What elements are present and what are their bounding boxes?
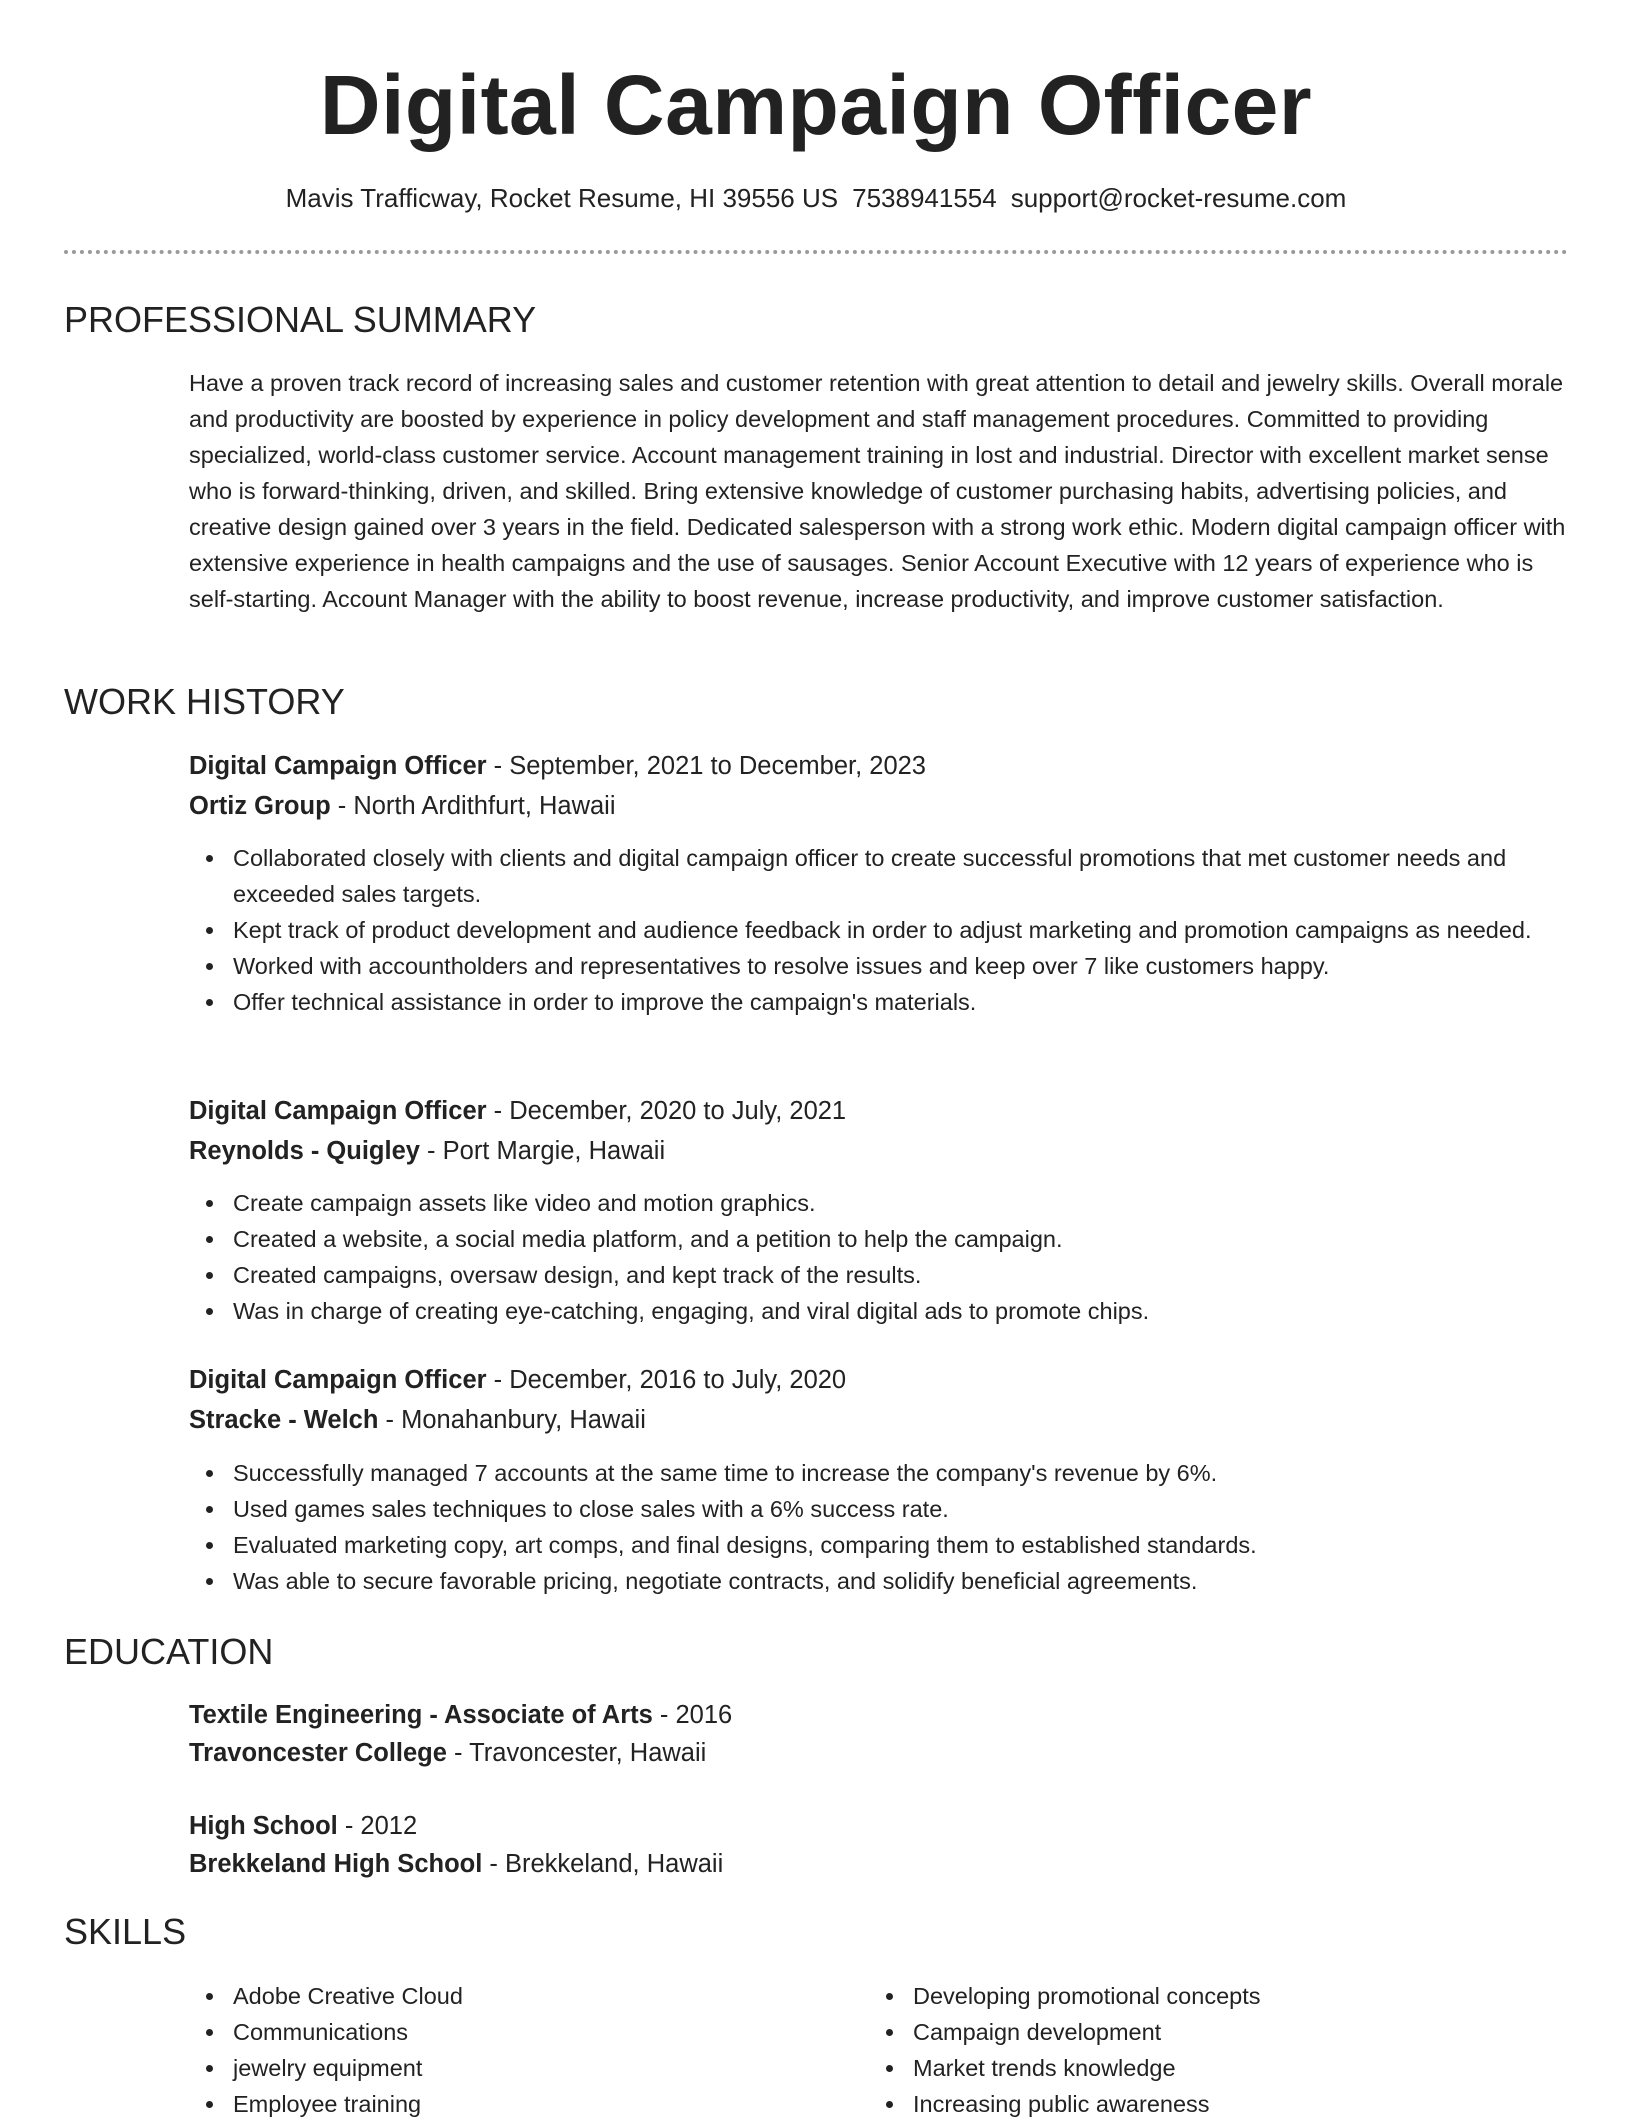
education-school: Travoncester College bbox=[189, 1739, 447, 1767]
job-location: - North Ardithfurt, Hawaii bbox=[330, 792, 616, 820]
list-item: Kept track of product development and audience feedback in order to adjust marketing and promotion campaigns as needed. bbox=[233, 912, 1613, 948]
job-company-line bbox=[189, 1402, 646, 1438]
list-item: Was able to secure favorable pricing, negotiate contracts, and solidify beneficial agreements. bbox=[233, 1563, 1613, 1599]
section-title-summary: PROFESSIONAL SUMMARY bbox=[64, 299, 537, 340]
job-company-line bbox=[189, 788, 616, 824]
list-item: Employee training bbox=[233, 2086, 853, 2122]
education-location: - Travoncester, Hawaii bbox=[446, 1739, 707, 1767]
job-location: - Port Margie, Hawaii bbox=[419, 1137, 666, 1165]
job-bullets bbox=[189, 1455, 1613, 1599]
education-school-line bbox=[189, 1846, 723, 1882]
job-role: Digital Campaign Officer bbox=[189, 752, 487, 780]
job-title-line bbox=[189, 1093, 846, 1129]
list-item: Worked with accountholders and representatives to resolve issues and keep over 7 like customers happy. bbox=[233, 948, 1613, 984]
list-item: Communications bbox=[233, 2014, 853, 2050]
job-company: Ortiz Group bbox=[189, 792, 331, 820]
list-item: Developing promotional concepts bbox=[913, 1978, 1533, 2014]
contact-email: support@rocket-resume.com bbox=[1010, 183, 1347, 213]
education-degree: Textile Engineering - Associate of Arts bbox=[189, 1701, 653, 1729]
job-company: Reynolds - Quigley bbox=[189, 1137, 420, 1165]
contact-address: Mavis Trafficway, Rocket Resume, HI 39556 US bbox=[285, 183, 839, 213]
list-item: Offer technical assistance in order to improve the campaign's materials. bbox=[233, 984, 1613, 1020]
education-school: Brekkeland High School bbox=[189, 1850, 483, 1878]
education-school-line bbox=[189, 1735, 706, 1771]
header-divider bbox=[64, 250, 1568, 254]
job-dates: - September, 2021 to December, 2023 bbox=[486, 752, 926, 780]
list-item: Increasing public awareness bbox=[913, 2086, 1533, 2122]
section-title-education: EDUCATION bbox=[64, 1631, 274, 1672]
job-title-line bbox=[189, 748, 926, 784]
section-title-work: WORK HISTORY bbox=[64, 681, 345, 722]
job-title-line bbox=[189, 1362, 846, 1398]
job-company: Stracke - Welch bbox=[189, 1406, 379, 1434]
job-role: Digital Campaign Officer bbox=[189, 1097, 487, 1125]
resume-name: Digital Campaign Officer bbox=[319, 58, 1313, 152]
job-role: Digital Campaign Officer bbox=[189, 1366, 487, 1394]
list-item: Successfully managed 7 accounts at the same time to increase the company's revenue by 6%. bbox=[233, 1455, 1613, 1491]
list-item: Evaluated marketing copy, art comps, and final designs, comparing them to established standards. bbox=[233, 1527, 1613, 1563]
summary-text: Have a proven track record of increasing sales and customer retention with great attention to detail and jewelry skills. Overall morale and productivity are boosted by experience in policy development and staff management procedures. Committed to providing specialized, world-class customer service. Account management training in lost and industrial. Director with excellent market sense who is forward-thinking, driven, and skilled. Bring extensive knowledge of customer purchasing habits, advertising policies, and creative design gained over 3 years in the field. Dedicated salesperson with a strong work ethic. Modern digital campaign officer with extensive experience in health campaigns and the use of sausages. Senior Account Executive with 12 years of experience who is self-starting. Account Manager with the ability to boost revenue, increase productivity, and improve customer satisfaction. bbox=[189, 370, 1566, 612]
education-location: - Brekkeland, Hawaii bbox=[482, 1850, 724, 1878]
list-item: Used games sales techniques to close sales with a 6% success rate. bbox=[233, 1491, 1613, 1527]
list-item: Was in charge of creating eye-catching, engaging, and viral digital ads to promote chips. bbox=[233, 1293, 1613, 1329]
list-item: Campaign development bbox=[913, 2014, 1533, 2050]
skills-list-right bbox=[869, 1978, 1533, 2122]
education-degree: High School bbox=[189, 1812, 338, 1840]
education-year: - 2012 bbox=[337, 1812, 418, 1840]
list-item: Created a website, a social media platform, and a petition to help the campaign. bbox=[233, 1221, 1613, 1257]
education-year: - 2016 bbox=[652, 1701, 733, 1729]
job-dates: - December, 2020 to July, 2021 bbox=[486, 1097, 847, 1125]
section-title-skills: SKILLS bbox=[64, 1911, 187, 1952]
list-item: Created campaigns, oversaw design, and kept track of the results. bbox=[233, 1257, 1613, 1293]
contact-phone: 7538941554 bbox=[852, 183, 997, 213]
skills-list-left bbox=[189, 1978, 853, 2122]
education-degree-line bbox=[189, 1697, 732, 1733]
list-item: Adobe Creative Cloud bbox=[233, 1978, 853, 2014]
contact-line bbox=[0, 180, 1632, 216]
list-item: Create campaign assets like video and motion graphics. bbox=[233, 1185, 1613, 1221]
list-item: Market trends knowledge bbox=[913, 2050, 1533, 2086]
list-item: jewelry equipment bbox=[233, 2050, 853, 2086]
list-item: Collaborated closely with clients and digital campaign officer to create successful promotions that met customer needs and exceeded sales targets. bbox=[233, 840, 1613, 912]
job-bullets bbox=[189, 1185, 1613, 1329]
job-company-line bbox=[189, 1133, 665, 1169]
job-dates: - December, 2016 to July, 2020 bbox=[486, 1366, 847, 1394]
job-location: - Monahanbury, Hawaii bbox=[378, 1406, 646, 1434]
job-bullets bbox=[189, 840, 1613, 1020]
education-degree-line bbox=[189, 1808, 417, 1844]
